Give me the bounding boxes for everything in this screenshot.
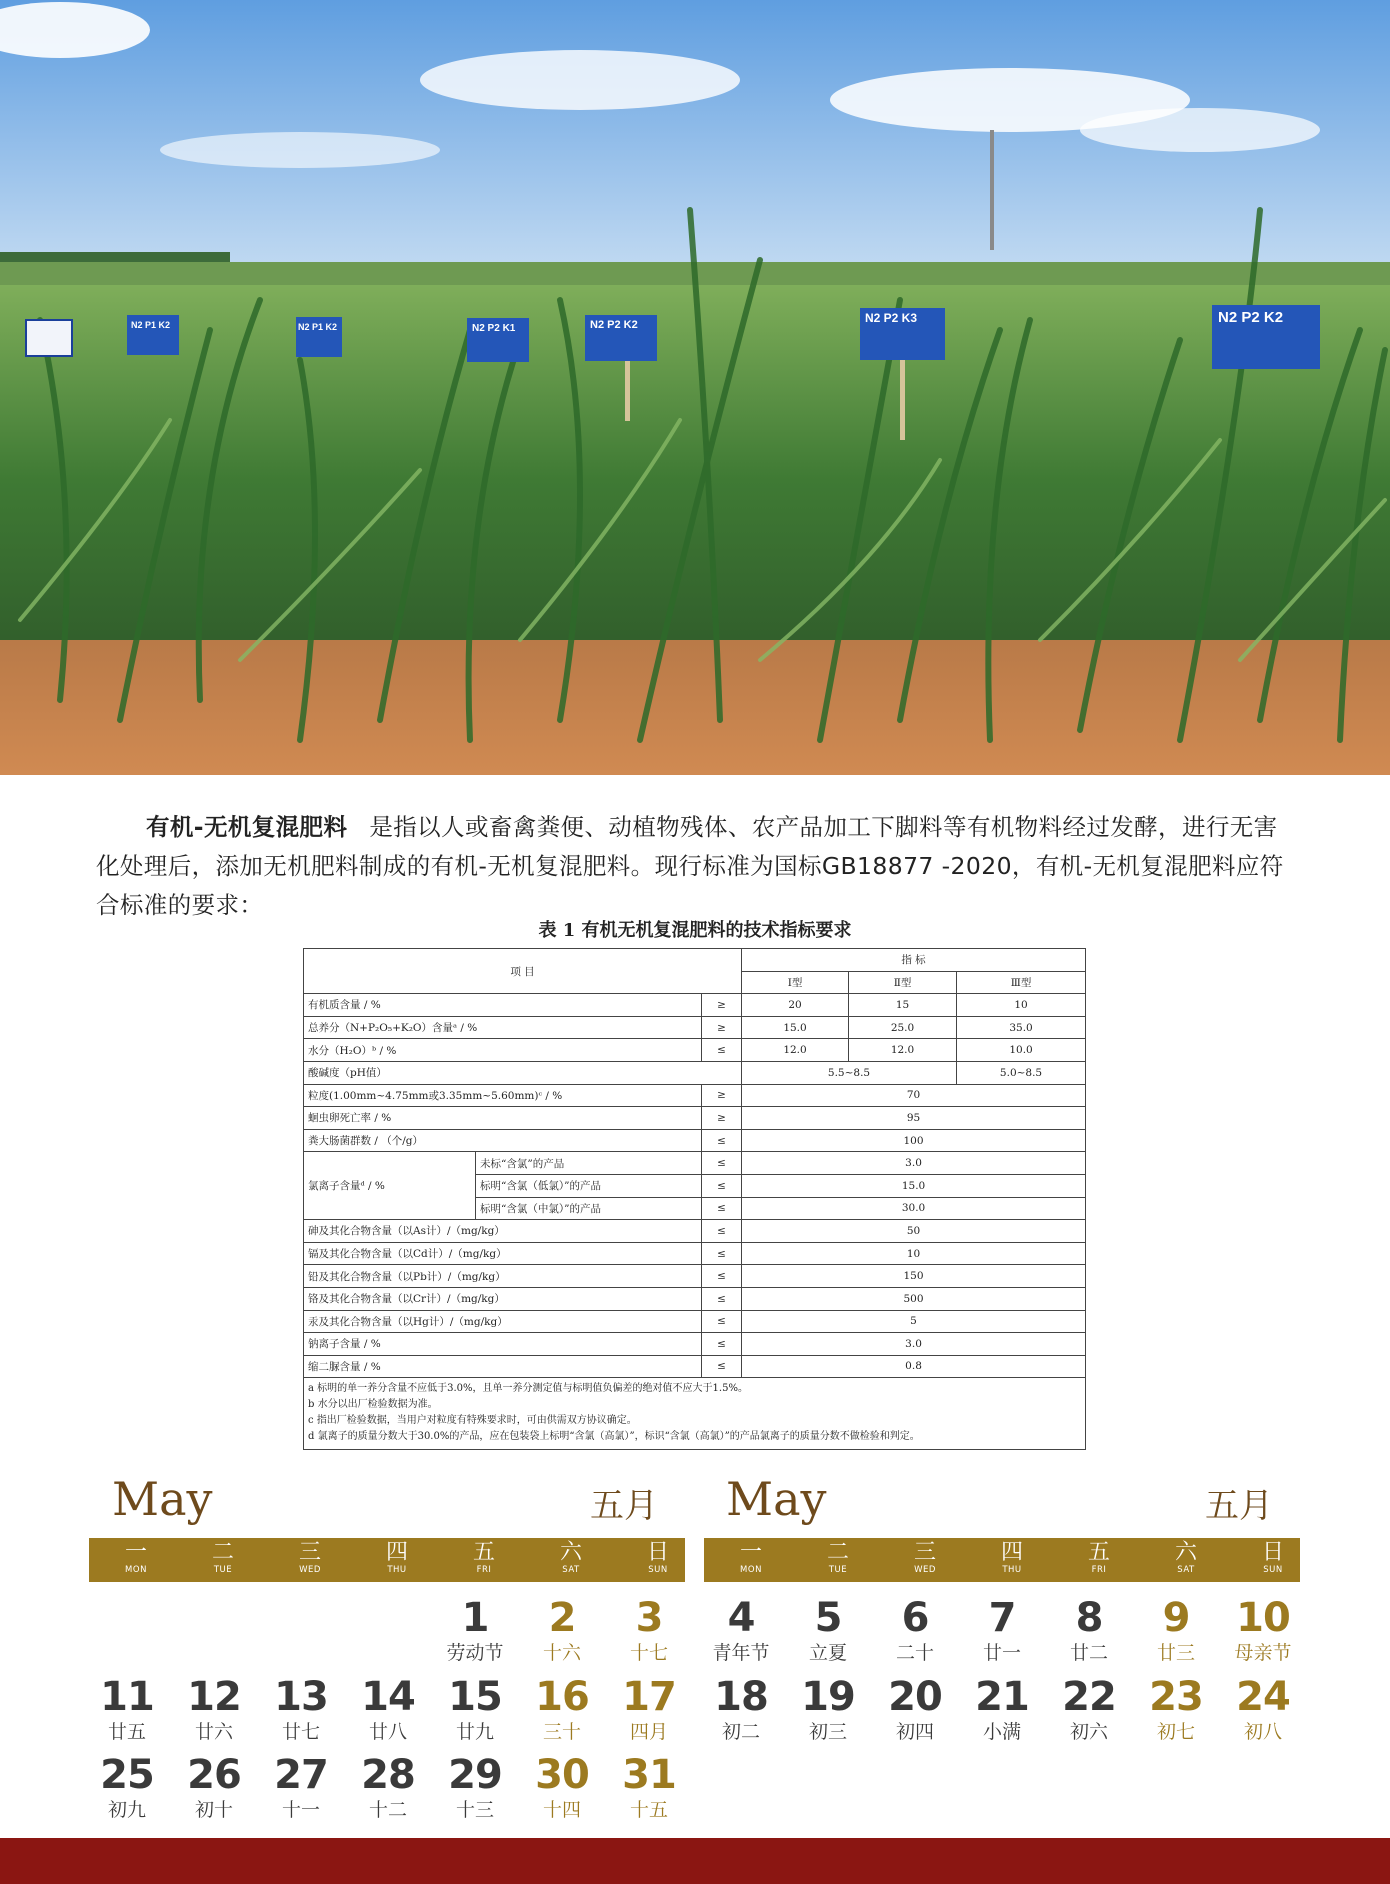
row-name: 总养分（N+P₂O₅+K₂O）含量ᵃ / % xyxy=(304,1016,702,1039)
day-cell[interactable]: 5 立夏 xyxy=(808,1595,847,1664)
row-sym: ≤ xyxy=(702,1355,742,1378)
table-row xyxy=(304,1016,1086,1039)
weekday-tue: 二 TUE xyxy=(211,1540,234,1575)
day-cell[interactable]: 30 十四 xyxy=(535,1752,589,1821)
table-notes-row xyxy=(304,1378,1086,1450)
table-row xyxy=(304,1310,1086,1333)
table-row xyxy=(304,1220,1086,1243)
row-sym: ≥ xyxy=(702,1016,742,1039)
row-value: 5 xyxy=(742,1310,1086,1333)
row-value: 50 xyxy=(742,1220,1086,1243)
field-illustration xyxy=(0,0,1390,775)
header-index: 指 标 xyxy=(742,949,1086,972)
row-value: 70 xyxy=(742,1084,1086,1107)
row-value: 10 xyxy=(742,1242,1086,1265)
bottom-bar xyxy=(0,1838,1390,1884)
row-name: 铬及其化合物含量（以Cr计）/（mg/kg） xyxy=(304,1287,702,1310)
row-sym: ≤ xyxy=(702,1129,742,1152)
table-row xyxy=(304,1287,1086,1310)
table-row xyxy=(304,1084,1086,1107)
day-cell[interactable]: 21 小满 xyxy=(975,1674,1029,1743)
weekday-fri: 五 FRI xyxy=(472,1540,495,1575)
row-name: 镉及其化合物含量（以Cd计）/（mg/kg） xyxy=(304,1242,702,1265)
row-sub-label: 标明“含氯（低氯）”的产品 xyxy=(476,1174,702,1197)
row-name: 粪大肠菌群数 / （个/g） xyxy=(304,1129,702,1152)
row-name: 酸碱度（pH值） xyxy=(304,1061,742,1084)
row-name: 粒度(1.00mm~4.75mm或3.35mm~5.60mm)ᶜ / % xyxy=(304,1084,702,1107)
row-value: 500 xyxy=(742,1287,1086,1310)
row-value: 10.0 xyxy=(957,1039,1086,1062)
header-type-2: Ⅱ型 xyxy=(849,971,957,994)
day-cell[interactable]: 1 劳动节 xyxy=(446,1595,504,1664)
table-note: c 指出厂检验数据，当用户对粒度有特殊要求时，可由供需双方协议确定。 xyxy=(308,1415,637,1427)
header-item: 项 目 xyxy=(304,949,742,994)
row-name: 铅及其化合物含量（以Pb计）/（mg/kg） xyxy=(304,1265,702,1288)
table-row xyxy=(304,1265,1086,1288)
row-value: 95 xyxy=(742,1107,1086,1130)
row-sym: ≤ xyxy=(702,1265,742,1288)
row-value: 30.0 xyxy=(742,1197,1086,1220)
day-cell[interactable]: 10 母亲节 xyxy=(1234,1595,1292,1664)
day-cell[interactable]: 24 初八 xyxy=(1236,1674,1290,1743)
intro-paragraph xyxy=(96,808,1300,925)
table-note: b 水分以出厂检验数据为准。 xyxy=(308,1399,438,1411)
day-cell[interactable]: 2 十六 xyxy=(542,1595,581,1664)
table-note: d 氯离子的质量分数大于30.0%的产品，应在包装袋上标明“含氯（高氯）”，标识“含氯（高氯）”的产品氯离子的质量分数不做检验和判定。 xyxy=(308,1431,920,1443)
row-sym: ≥ xyxy=(702,994,742,1017)
intro-body: 是指以人或畜禽粪便、动植物残体、农产品加工下脚料等有机物料经过发酵，进行无害化处理后，添加无机肥料制成的有机-无机复混肥料。现行标准为国标GB18877 -2020，有机-无机复混肥料应符合标准的要求： xyxy=(96,813,1284,919)
weekday-wed: 三 WED xyxy=(298,1540,321,1575)
spec-table-wrap xyxy=(303,948,1085,1450)
row-name: 水分（H₂O）ᵇ / % xyxy=(304,1039,702,1062)
month-title-en-left: May xyxy=(112,1472,213,1526)
row-value: 0.8 xyxy=(742,1355,1086,1378)
day-cell[interactable]: 6 二十 xyxy=(895,1595,934,1664)
row-value: 35.0 xyxy=(957,1016,1086,1039)
table-row-ph xyxy=(304,1061,1086,1084)
table-row xyxy=(304,994,1086,1017)
day-cell[interactable]: 20 初四 xyxy=(888,1674,942,1743)
day-cell[interactable]: 25 初九 xyxy=(100,1752,154,1821)
day-cell[interactable]: 19 初三 xyxy=(801,1674,855,1743)
row-sym: ≤ xyxy=(702,1287,742,1310)
day-cell[interactable]: 12 廿六 xyxy=(187,1674,241,1743)
day-cell[interactable]: 9 廿三 xyxy=(1156,1595,1195,1664)
plot-sign-5: N2 P2 K3 xyxy=(865,311,918,325)
row-sym: ≤ xyxy=(702,1242,742,1265)
weekday-thu: 四 THU xyxy=(1000,1540,1023,1575)
weekday-sat: 六 SAT xyxy=(559,1540,582,1575)
day-cell[interactable]: 16 三十 xyxy=(535,1674,589,1743)
day-cell[interactable]: 4 青年节 xyxy=(712,1595,770,1664)
weekday-sun: 日 SUN xyxy=(1261,1540,1284,1575)
day-cell[interactable]: 26 初十 xyxy=(187,1752,241,1821)
table-row xyxy=(304,1129,1086,1152)
row-value: 100 xyxy=(742,1129,1086,1152)
row-sym: ≤ xyxy=(702,1152,742,1175)
row-value: 15 xyxy=(849,994,957,1017)
row-name: 蛔虫卵死亡率 / % xyxy=(304,1107,702,1130)
row-sym: ≤ xyxy=(702,1333,742,1356)
plot-sign-2: N2 P1 K2 xyxy=(298,322,338,332)
weekday-mon: 一 MON xyxy=(739,1540,762,1575)
row-name: 缩二脲含量 / % xyxy=(304,1355,702,1378)
day-cell[interactable]: 23 初七 xyxy=(1149,1674,1203,1743)
sugarcane-field-photo xyxy=(0,0,1390,775)
day-cell[interactable]: 13 廿七 xyxy=(274,1674,328,1743)
day-cell[interactable]: 29 十三 xyxy=(448,1752,502,1821)
row-sub-label: 未标“含氯”的产品 xyxy=(476,1152,702,1175)
weekday-mon: 一 MON xyxy=(124,1540,147,1575)
table-row xyxy=(304,1107,1086,1130)
day-cell[interactable]: 18 初二 xyxy=(714,1674,768,1743)
weekday-bar-right xyxy=(704,1538,1300,1582)
row-name: 汞及其化合物含量（以Hg计）/（mg/kg） xyxy=(304,1310,702,1333)
table-header-row xyxy=(304,949,1086,972)
weekday-bar-left xyxy=(89,1538,685,1582)
table-row xyxy=(304,1039,1086,1062)
header-type-3: Ⅲ型 xyxy=(957,971,1086,994)
day-cell[interactable]: 15 廿九 xyxy=(448,1674,502,1743)
weekday-fri: 五 FRI xyxy=(1087,1540,1110,1575)
row-name: 氯离子含量ᵈ / % xyxy=(304,1152,476,1220)
month-title-en-right: May xyxy=(726,1472,827,1526)
day-cell[interactable]: 8 廿二 xyxy=(1069,1595,1108,1664)
day-cell[interactable]: 22 初六 xyxy=(1062,1674,1116,1743)
intro-lead: 有机-无机复混肥料 xyxy=(146,813,348,841)
table-title: 表 1 有机无机复混肥料的技术指标要求 xyxy=(538,920,852,941)
row-value: 20 xyxy=(742,994,849,1017)
plot-sign-6: N2 P2 K2 xyxy=(1218,309,1284,326)
row-value: 5.5~8.5 xyxy=(742,1061,957,1084)
row-value: 15.0 xyxy=(742,1016,849,1039)
plot-sign-3: N2 P2 K1 xyxy=(472,323,516,334)
row-value: 5.0~8.5 xyxy=(957,1061,1086,1084)
row-value: 12.0 xyxy=(849,1039,957,1062)
row-name: 砷及其化合物含量（以As计）/（mg/kg） xyxy=(304,1220,702,1243)
day-cell[interactable]: 17 四月 xyxy=(622,1674,676,1743)
row-sym: ≤ xyxy=(702,1220,742,1243)
row-name: 钠离子含量 / % xyxy=(304,1333,702,1356)
row-sym: ≥ xyxy=(702,1107,742,1130)
row-value: 25.0 xyxy=(849,1016,957,1039)
month-title-cn-left: 五月 xyxy=(590,1486,658,1526)
day-cell[interactable]: 28 十二 xyxy=(361,1752,415,1821)
day-cell[interactable]: 3 十七 xyxy=(629,1595,668,1664)
row-value: 10 xyxy=(957,994,1086,1017)
plot-sign-4: N2 P2 K2 xyxy=(590,319,638,331)
header-type-1: Ⅰ型 xyxy=(742,971,849,994)
row-value: 150 xyxy=(742,1265,1086,1288)
table-row xyxy=(304,1333,1086,1356)
day-cell[interactable]: 7 廿一 xyxy=(982,1595,1021,1664)
row-value: 15.0 xyxy=(742,1174,1086,1197)
row-sym: ≤ xyxy=(702,1310,742,1333)
row-value: 3.0 xyxy=(742,1152,1086,1175)
table-row xyxy=(304,1242,1086,1265)
weekday-wed: 三 WED xyxy=(913,1540,936,1575)
table-row xyxy=(304,1355,1086,1378)
day-cell[interactable]: 14 廿八 xyxy=(361,1674,415,1743)
row-sym: ≤ xyxy=(702,1039,742,1062)
weekday-tue: 二 TUE xyxy=(826,1540,849,1575)
row-name: 有机质含量 / % xyxy=(304,994,702,1017)
table-note: a 标明的单一养分含量不应低于3.0%，且单一养分测定值与标明值负偏差的绝对值不应大于1.5%。 xyxy=(308,1383,748,1395)
row-value: 3.0 xyxy=(742,1333,1086,1356)
day-cell[interactable]: 31 十五 xyxy=(622,1752,676,1821)
weekday-sat: 六 SAT xyxy=(1174,1540,1197,1575)
row-sym: ≤ xyxy=(702,1174,742,1197)
row-sub-label: 标明“含氯（中氯）”的产品 xyxy=(476,1197,702,1220)
day-cell[interactable]: 27 十一 xyxy=(274,1752,328,1821)
row-sym: ≥ xyxy=(702,1084,742,1107)
table-row-chloride xyxy=(304,1152,1086,1175)
weekday-thu: 四 THU xyxy=(385,1540,408,1575)
table-notes xyxy=(304,1378,1086,1450)
row-sym: ≤ xyxy=(702,1197,742,1220)
weekday-sun: 日 SUN xyxy=(646,1540,669,1575)
spec-table xyxy=(303,948,1086,1450)
month-title-cn-right: 五月 xyxy=(1205,1486,1273,1526)
row-value: 12.0 xyxy=(742,1039,849,1062)
plot-sign-1: N2 P1 K2 xyxy=(131,320,171,330)
day-cell[interactable]: 11 廿五 xyxy=(100,1674,154,1743)
